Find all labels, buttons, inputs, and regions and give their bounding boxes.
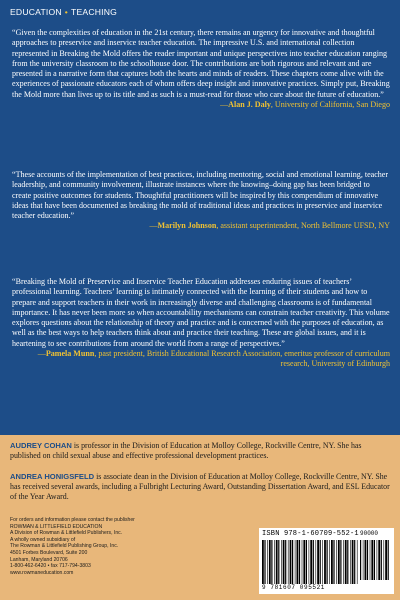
author-name: ANDREA HONIGSFELD [10, 472, 95, 481]
endorser-name: Pamela Munn [45, 348, 95, 358]
attribution-dash: — [37, 348, 46, 358]
category-separator: • [64, 7, 68, 17]
author-bio-text: is professor in the Division of Education at Molloy College, Rockville Centre, NY. She has published on child sexual abuse and effective professional development practices. [10, 441, 362, 461]
author-bio-1 [10, 441, 390, 461]
author-panel [0, 435, 400, 600]
barcode-digits: 9 781607 095521 [262, 584, 326, 591]
category-education: EDUCATION [10, 7, 62, 17]
publisher-line: 1-800-462-6420 • fax 717-794-3803 [10, 563, 91, 570]
publisher-website: www.rowmaneducation.com [10, 569, 74, 576]
category-label [10, 7, 117, 17]
author-bio-2 [10, 472, 390, 503]
endorser-role: , past president, British Educational Research Association, emeritus professor of curriculum research, University of Edinburgh [94, 348, 390, 368]
attribution-dash: — [220, 99, 229, 109]
quote-attribution [12, 349, 390, 370]
quote-attribution [12, 221, 390, 231]
author-name: AUDREY COHAN [10, 441, 72, 450]
endorser-name: Alan J. Daly [228, 99, 271, 109]
endorser-role: , University of California, San Diego [270, 99, 390, 109]
publisher-line: 4501 Forbes Boulevard, Suite 200 [10, 549, 88, 556]
barcode-bars-icon [262, 540, 358, 584]
endorsement-quote-2 [12, 170, 390, 232]
category-teaching: TEACHING [71, 7, 118, 17]
publisher-line: ROWMAN & LITTLEFIELD EDUCATION [10, 523, 103, 530]
attribution-dash: — [149, 221, 158, 231]
publisher-line: For orders and information please contact the publisher [10, 517, 135, 523]
isbn-barcode [259, 528, 394, 594]
publisher-info [10, 517, 210, 576]
endorser-name: Marilyn Johnson [157, 221, 217, 231]
barcode-addon-icon [360, 540, 391, 580]
publisher-line: A Division of Rowman & Littlefield Publishers, Inc. [10, 530, 123, 537]
endorsement-quote-1 [12, 28, 390, 110]
publisher-line: The Rowman & Littlefield Publishing Group, Inc. [10, 543, 119, 550]
publisher-line: A wholly owned subsidiary of [10, 536, 76, 543]
endorsement-quote-3 [12, 277, 390, 369]
quote-text: “Given the complexities of education in the 21st century, there remains an urgency for innovative and thoughtful approaches to preservice and inservice teacher education. The impressive U.S. and international collection represented in Breaking the Mold offers the reader important and unique perspectives into teacher education ranging from the university classroom to the schoolhouse door. The contributions are both rigorous and relevant and are presented in a narrative form that captures both the hearts and minds of readers. These chapters come alive with the experiences of passionate educators each of whom offers deep insight and innovative practices. Simply put, Breaking the Mold more than lives up to its title and as such is a must-read for those who care about the future of education.” [12, 28, 390, 99]
quote-text: “Breaking the Mold of Preservice and Inservice Teacher Education addresses enduring issues of teachers’ professional learning. Teachers’ learning is intimately connected with the learning of their students and how to prepare and support teachers in their work in increasingly diverse and challenging classrooms is of fundamental importance. It has never been more so when accountability mechanisms can constrain teacher creativity. This volume explores questions about the relationship of theory and practice and is concerned with the purposes of education, as well as the best ways to help teachers think about and practice their teaching. These are global issues, and it is heartening to see contributions from around the world from a range of perspectives.” [12, 277, 390, 348]
quote-text: “These accounts of the implementation of best practices, including mentoring, social and emotional learning, teacher leadership, and community involvement, illustrate instances where the knowing–doing gap has been bridged to create positive outcomes for students. Thoughtful practitioners will be inspired by this compendium of innovative ideas that have been documented as breaking the mold of traditional ideas and practices in preservice and inservice teacher education.” [12, 170, 389, 220]
author-bio-text: is associate dean in the Division of Education at Molloy College, Rockville Centre, NY. She has received several awards, including a Fulbright Lecturing Award, Outstanding Dissertation Award, and ESL Educator of the Year Award. [10, 472, 390, 502]
isbn-text: ISBN 978-1-60709-552-1 [262, 530, 359, 538]
endorser-role: , assistant superintendent, North Bellmore UFSD, NY [216, 221, 390, 231]
quote-attribution [12, 100, 390, 110]
publisher-line: Lanham, Maryland 20706 [10, 556, 68, 563]
price-code: 90000 [360, 530, 379, 537]
